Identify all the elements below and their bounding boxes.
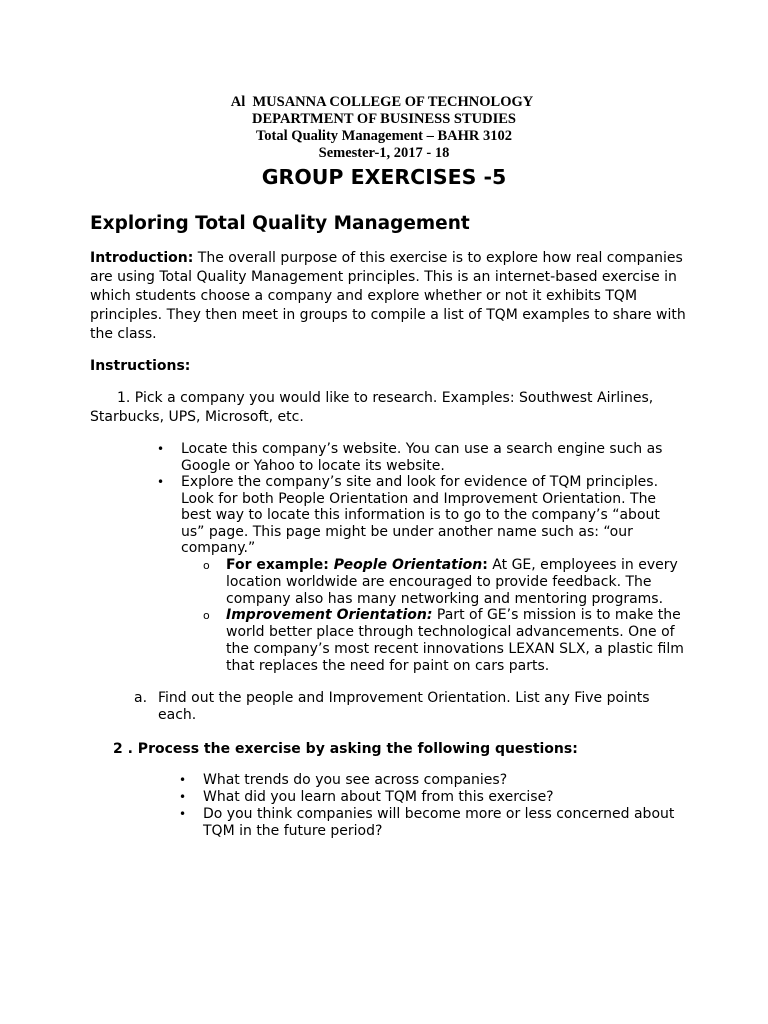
bullet-icon: • [179, 773, 187, 787]
bullet-text: Locate this company’s website. You can use a search engine such as Google or Yahoo to locate its website. [181, 441, 663, 474]
department-name: DEPARTMENT OF BUSINESS STUDIES [252, 111, 516, 127]
sub-item-lead: For example: [226, 557, 334, 573]
course-name: Total Quality Management – BAHR 3102 [255, 128, 513, 144]
question-item [179, 789, 693, 806]
bullet-icon: • [179, 807, 187, 821]
bullet-icon: • [157, 475, 165, 489]
step-1: 1. Pick a company you would like to research. Examples: Southwest Airlines, Starbucks, UPS, Microsoft, etc. [90, 390, 654, 425]
sub-item-emphasis: People Orientation [333, 557, 483, 573]
section-heading: Exploring Total Quality Management [90, 213, 470, 234]
introduction-label: Introduction: [90, 250, 194, 266]
semester-label: Semester-1, 2017 - 18 [318, 145, 450, 161]
instructions-label: Instructions: [90, 358, 191, 374]
sub-item-improvement-orientation [203, 607, 686, 675]
question-text: What did you learn about TQM from this exercise? [203, 789, 554, 805]
bullet-item [157, 474, 671, 557]
sub-item-text: Part of GE’s mission is to make the world better place through technological advancements. One of the company’s most recent innovations LEXAN SLX, a plastic film that replaces the need for paint on cars parts. [226, 607, 684, 674]
bullet-icon: • [157, 442, 165, 456]
question-text: Do you think companies will become more or less concerned about TQM in the future period? [203, 806, 675, 839]
questions-heading: 2 . Process the exercise by asking the following questions: [113, 741, 578, 757]
document-header [0, 94, 768, 190]
college-name: Al MUSANNA COLLEGE OF TECHNOLOGY [230, 94, 534, 110]
question-item [179, 772, 693, 789]
bullet-icon: • [179, 790, 187, 804]
question-text: What trends do you see across companies? [203, 772, 508, 788]
page-title: GROUP EXERCISES -5 [261, 165, 507, 189]
sub-item-colon: : [482, 557, 488, 573]
introduction-paragraph [90, 249, 690, 344]
alpha-text: Find out the people and Improvement Orientation. List any Five points each. [158, 690, 650, 723]
alpha-marker: a. [134, 690, 148, 706]
sub-item-emphasis: Improvement Orientation: [226, 607, 433, 623]
sub-bullet-icon: o [203, 609, 210, 622]
sub-bullet-icon: o [203, 559, 210, 572]
sub-item-text: At GE, employees in every location worldwide are encouraged to provide feedback. The company also has many networking and mentoring programs. [226, 557, 678, 607]
introduction-text: The overall purpose of this exercise is to explore how real companies are using Total Quality Management principles. This is an internet-based exercise in which students choose a company and explore whether or not it exhibits TQM principles. They then meet in groups to compile a list of TQM examples to share with the class. [90, 250, 686, 342]
bullet-item [157, 441, 671, 474]
alpha-item [134, 690, 678, 724]
sub-item-people-orientation [203, 557, 686, 608]
bullet-text: Explore the company’s site and look for evidence of TQM principles. Look for both People Orientation and Improvement Orientation. The best way to locate this information is to go to the company’s “about us” page. This page might be under another name such as: “our company.” [181, 474, 660, 556]
question-item [179, 806, 693, 839]
